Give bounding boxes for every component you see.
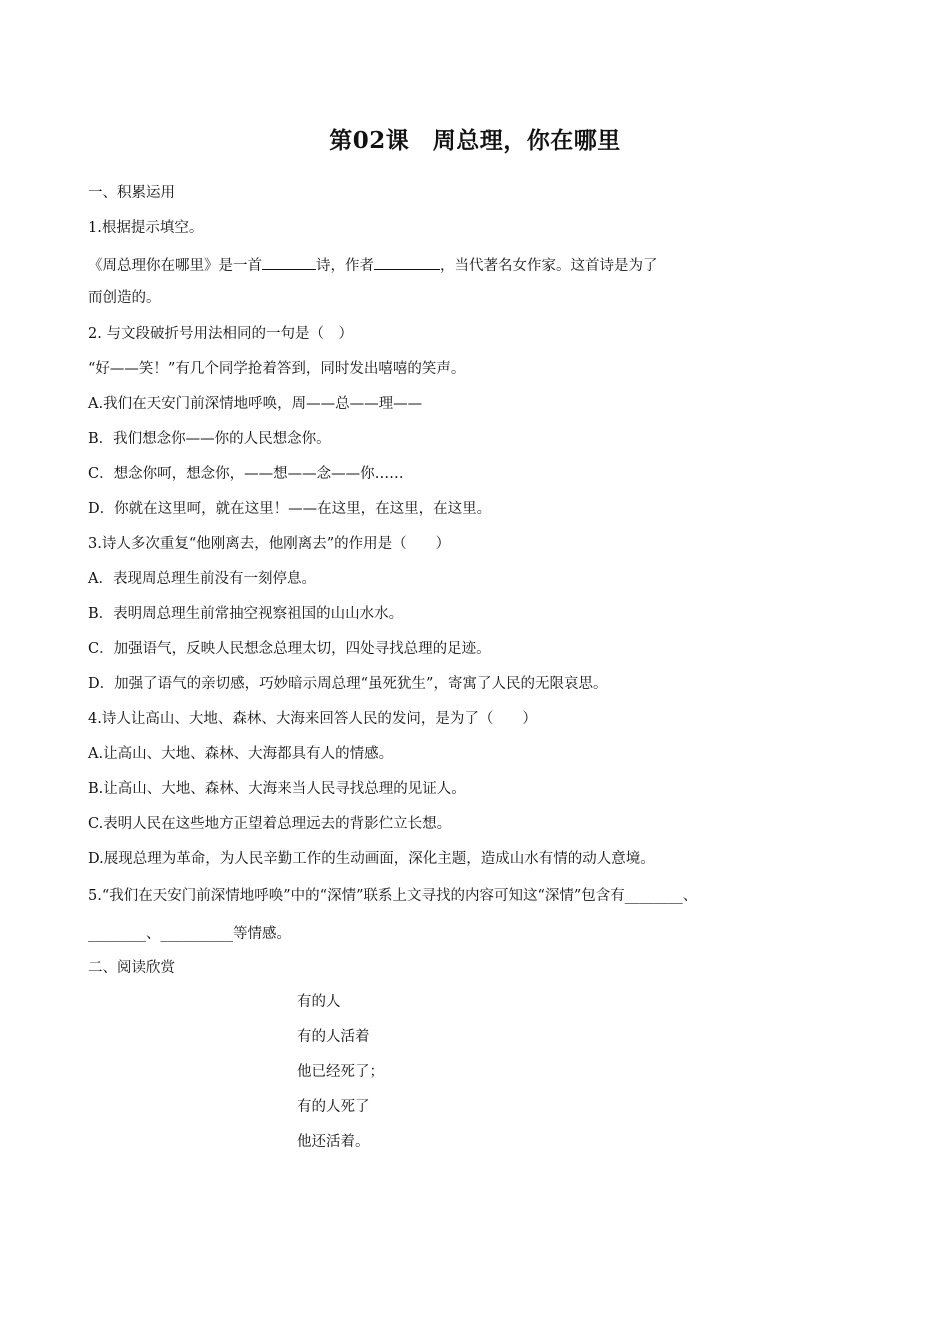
- question-3-stem: 3.诗人多次重复“他刚离去，他刚离去”的作用是（ ）: [88, 536, 451, 552]
- q2-option-b: B．我们想念你——你的人民想念你。: [88, 431, 331, 447]
- q3-option-a: A．表现周总理生前没有一刻停息。: [88, 571, 316, 587]
- question-1-stem: 1.根据提示填空。: [88, 220, 204, 236]
- q4-option-a: A.让高山、大地、森林、大海都具有人的情感。: [88, 746, 394, 762]
- q1-part-c: ，当代著名女作家。这首诗是为了: [440, 258, 658, 274]
- poem-line: 他已经死了；: [297, 1064, 384, 1080]
- question-1-continuation: 而创造的。: [88, 290, 161, 306]
- fill-blank-genre[interactable]: [262, 254, 316, 270]
- q2-option-c: C．想念你呵，想念你，——想——念——你……: [88, 466, 404, 482]
- section-heading-reading: 二、阅读欣赏: [88, 960, 175, 976]
- q1-part-a: 《周总理你在哪里》是一首: [88, 258, 262, 274]
- poem-line: 他还活着。: [297, 1134, 370, 1150]
- question-5-line-1: 5.“我们在天安门前深情地呼唤”中的“深情”联系上文寻找的内容可知这“深情”包含有________、: [88, 888, 698, 904]
- section-heading-accumulation: 一、积累运用: [88, 185, 175, 201]
- q2-option-d: D．你就在这里呵，就在这里！——在这里，在这里，在这里。: [88, 501, 492, 517]
- q4-option-d: D.展现总理为革命，为人民辛勤工作的生动画面，深化主题，造成山水有情的动人意境。: [88, 851, 655, 867]
- page-title: 第02课 周总理，你在哪里: [329, 127, 621, 154]
- question-2-stem: 2. 与文段破折号用法相同的一句是（ ）: [88, 326, 353, 342]
- question-2-quote: “好——笑！”有几个同学抢着答到，同时发出嘻嘻的笑声。: [88, 361, 466, 377]
- question-5-line-2: ________、__________等情感。: [88, 926, 291, 942]
- fill-blank-author[interactable]: [374, 254, 440, 270]
- q3-option-b: B．表明周总理生前常抽空视察祖国的山山水水。: [88, 606, 404, 622]
- q4-option-b: B.让高山、大地、森林、大海来当人民寻找总理的见证人。: [88, 781, 466, 797]
- question-4-stem: 4.诗人让高山、大地、森林、大海来回答人民的发问，是为了（ ）: [88, 711, 537, 727]
- poem-line: 有的人死了: [297, 1099, 370, 1115]
- q4-option-c: C.表明人民在这些地方正望着总理远去的背影伫立长想。: [88, 816, 452, 832]
- poem-line: 有的人: [297, 994, 341, 1010]
- q3-option-c: C．加强语气，反映人民想念总理太切，四处寻找总理的足迹。: [88, 641, 491, 657]
- question-1-text: [88, 254, 658, 276]
- q2-option-a: A.我们在天安门前深情地呼唤，周——总——理——: [88, 396, 423, 412]
- q3-option-d: D．加强了语气的亲切感，巧妙暗示周总理“虽死犹生”，寄寓了人民的无限哀思。: [88, 676, 608, 692]
- poem-line: 有的人活着: [297, 1029, 370, 1045]
- q1-part-b: 诗，作者: [316, 258, 374, 274]
